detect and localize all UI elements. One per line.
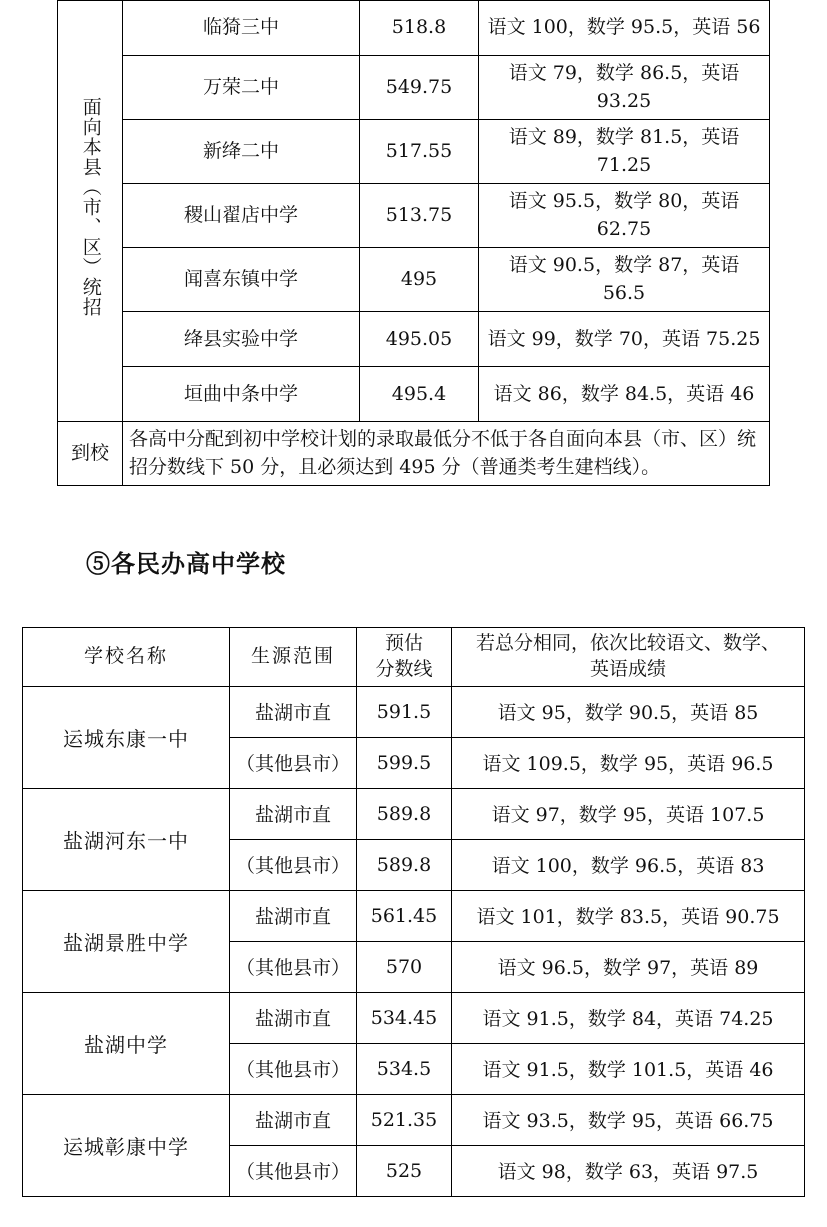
source-range: （其他县市）: [230, 1043, 357, 1094]
estimated-line: 534.5: [357, 1043, 452, 1094]
school-name: 运城东康一中: [23, 686, 230, 788]
table-note-row: [58, 422, 770, 486]
subject-detail: 语文 79，数学 86.5，英语 93.25: [479, 56, 770, 120]
column-header-tiebreak-rule-l2: 英语成绩: [589, 658, 666, 681]
score-line: 495: [360, 248, 479, 312]
tiebreak-detail: 语文 93.5，数学 95，英语 66.75: [452, 1094, 805, 1145]
row-group-label-text: 面向本县（市、区）统招: [79, 96, 102, 317]
table-row: [58, 120, 770, 184]
table-row: [23, 992, 805, 1043]
source-range: 盐湖市直: [230, 992, 357, 1043]
subject-detail: 语文 86，数学 84.5，英语 46: [479, 367, 770, 422]
table-row: [23, 890, 805, 941]
table-row: [58, 367, 770, 422]
row-group-label: [58, 1, 123, 422]
estimated-line: 589.8: [357, 788, 452, 839]
school-name: 新绛二中: [123, 120, 360, 184]
table-row: [58, 248, 770, 312]
note-text: 各高中分配到初中学校计划的录取最低分不低于各自面向本县（市、区）统招分数线下 50 分，且必须达到 495 分（普通类考生建档线）。: [123, 422, 770, 486]
tiebreak-detail: 语文 97，数学 95，英语 107.5: [452, 788, 805, 839]
subject-detail: 语文 89，数学 81.5，英语 71.25: [479, 120, 770, 184]
score-line: 517.55: [360, 120, 479, 184]
table-row: [58, 312, 770, 367]
table-row: [58, 1, 770, 56]
tiebreak-detail: 语文 101，数学 83.5，英语 90.75: [452, 890, 805, 941]
school-name: 万荣二中: [123, 56, 360, 120]
estimated-line: 591.5: [357, 686, 452, 737]
source-range: （其他县市）: [230, 839, 357, 890]
source-range: 盐湖市直: [230, 788, 357, 839]
school-name: 稷山翟店中学: [123, 184, 360, 248]
source-range: 盐湖市直: [230, 686, 357, 737]
score-line: 549.75: [360, 56, 479, 120]
estimated-line: 525: [357, 1145, 452, 1196]
note-label: 到校: [58, 422, 123, 486]
admission-scores-table: [57, 0, 770, 486]
school-name: 临猗三中: [123, 1, 360, 56]
subject-detail: 语文 100，数学 95.5，英语 56: [479, 1, 770, 56]
tiebreak-detail: 语文 91.5，数学 101.5，英语 46: [452, 1043, 805, 1094]
column-header-estimated-line-l2: 分数线: [375, 658, 433, 681]
tiebreak-detail: 语文 91.5，数学 84，英语 74.25: [452, 992, 805, 1043]
table-1-wrapper: [0, 0, 827, 486]
source-range: 盐湖市直: [230, 890, 357, 941]
source-range: 盐湖市直: [230, 1094, 357, 1145]
school-name: 绛县实验中学: [123, 312, 360, 367]
estimated-line: 599.5: [357, 737, 452, 788]
subject-detail: 语文 99，数学 70，英语 75.25: [479, 312, 770, 367]
score-line: 495.4: [360, 367, 479, 422]
private-schools-table: [22, 627, 805, 1196]
score-line: 513.75: [360, 184, 479, 248]
tiebreak-detail: 语文 95，数学 90.5，英语 85: [452, 686, 805, 737]
estimated-line: 521.35: [357, 1094, 452, 1145]
school-name: 运城彰康中学: [23, 1094, 230, 1196]
column-header-estimated-line: [357, 628, 452, 686]
column-header-estimated-line-l1: 预估: [384, 632, 423, 655]
table-row: [58, 56, 770, 120]
school-name: 盐湖中学: [23, 992, 230, 1094]
column-header-school-name: 学校名称: [23, 628, 230, 686]
table-header-row: [23, 628, 805, 686]
subject-detail: 语文 95.5，数学 80，英语 62.75: [479, 184, 770, 248]
school-name: 垣曲中条中学: [123, 367, 360, 422]
source-range: （其他县市）: [230, 1145, 357, 1196]
tiebreak-detail: 语文 96.5，数学 97，英语 89: [452, 941, 805, 992]
table-row: [58, 184, 770, 248]
section-heading: ⑤各民办高中学校: [86, 549, 286, 579]
estimated-line: 570: [357, 941, 452, 992]
estimated-line: 589.8: [357, 839, 452, 890]
table-2-wrapper: [0, 579, 827, 1196]
school-name: 盐湖河东一中: [23, 788, 230, 890]
column-header-tiebreak-rule: [452, 628, 805, 686]
source-range: （其他县市）: [230, 737, 357, 788]
source-range: （其他县市）: [230, 941, 357, 992]
tiebreak-detail: 语文 109.5，数学 95，英语 96.5: [452, 737, 805, 788]
table-row: [23, 1094, 805, 1145]
tiebreak-detail: 语文 98，数学 63，英语 97.5: [452, 1145, 805, 1196]
score-line: 518.8: [360, 1, 479, 56]
table-row: [23, 686, 805, 737]
estimated-line: 561.45: [357, 890, 452, 941]
column-header-tiebreak-rule-l1: 若总分相同，依次比较语文、数学、: [475, 632, 780, 655]
tiebreak-detail: 语文 100，数学 96.5，英语 83: [452, 839, 805, 890]
estimated-line: 534.45: [357, 992, 452, 1043]
subject-detail: 语文 90.5，数学 87，英语 56.5: [479, 248, 770, 312]
table-row: [23, 788, 805, 839]
column-header-source-range: 生源范围: [230, 628, 357, 686]
school-name: 盐湖景胜中学: [23, 890, 230, 992]
school-name: 闻喜东镇中学: [123, 248, 360, 312]
score-line: 495.05: [360, 312, 479, 367]
